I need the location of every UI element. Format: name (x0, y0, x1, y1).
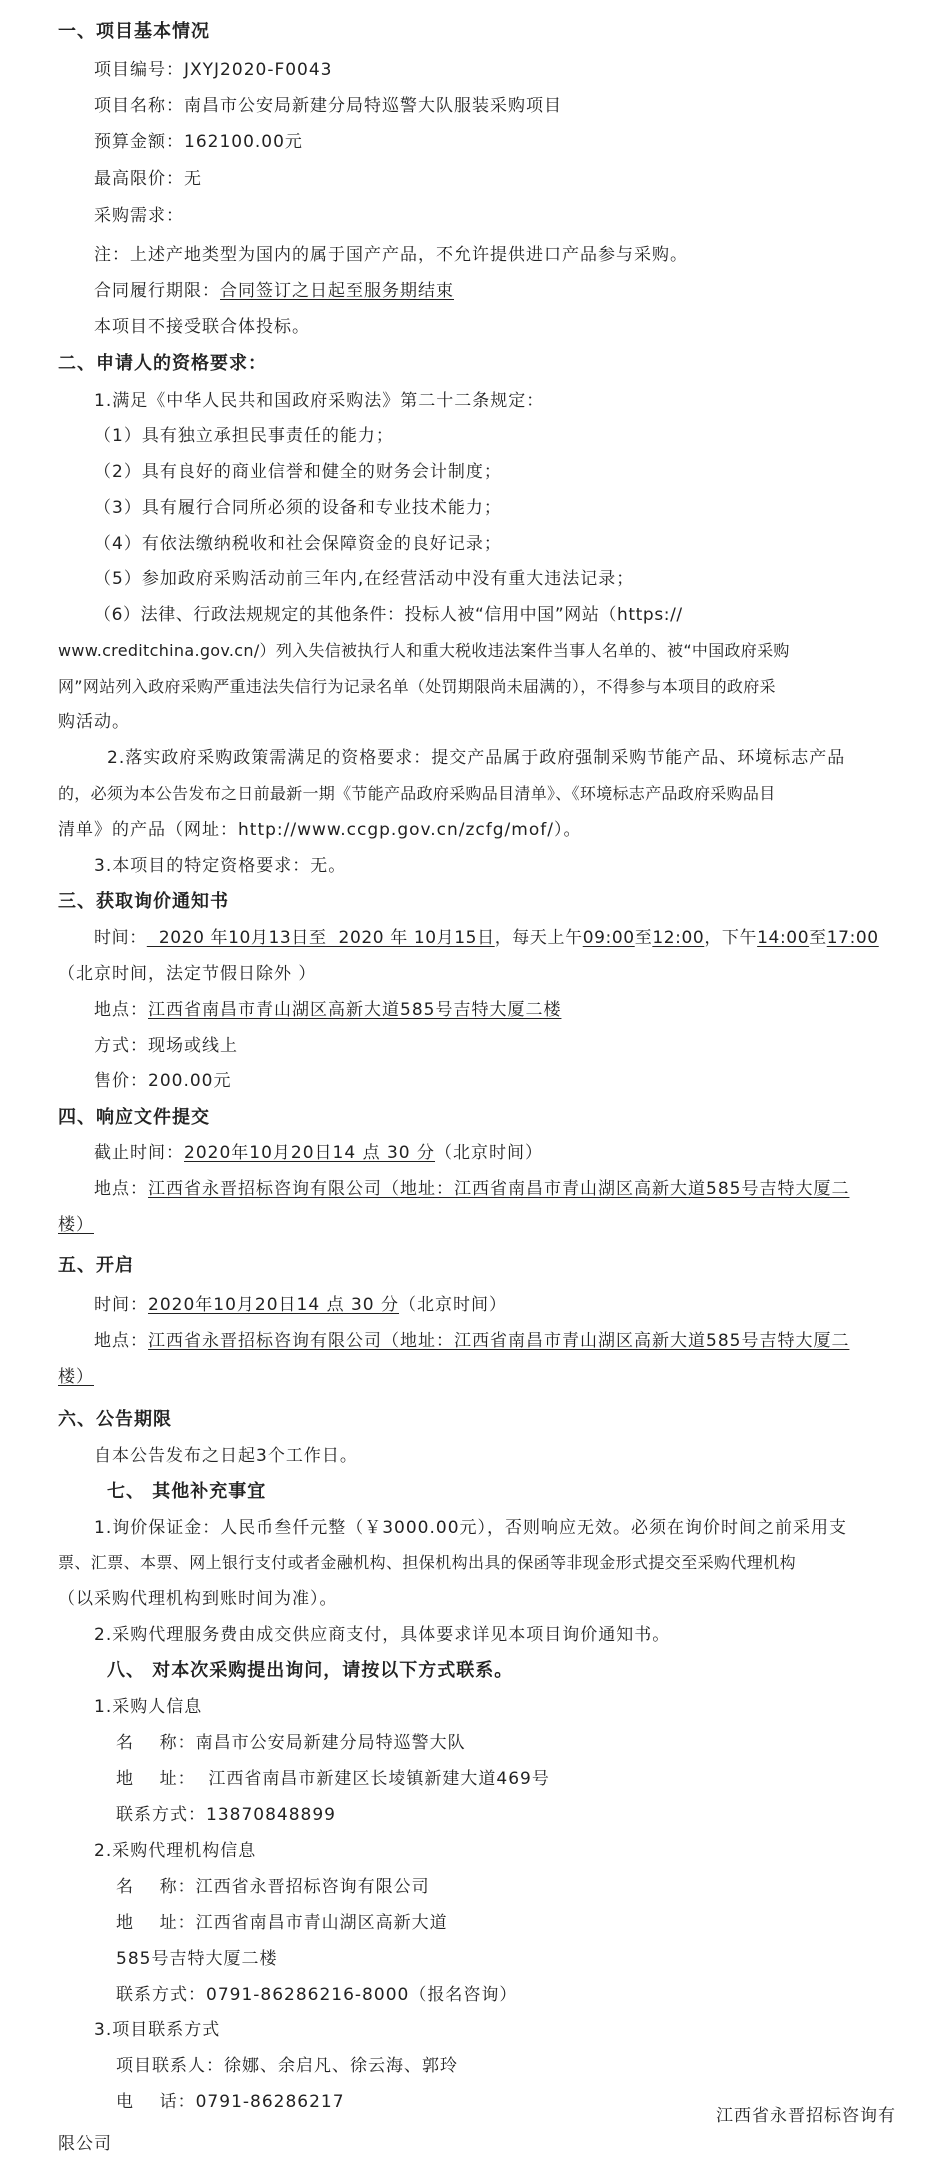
get-notice-place-label: 地点： (94, 1000, 148, 1020)
submission-place-line-1 (94, 1177, 952, 1201)
section-5-heading: 五、开启 (58, 1255, 134, 1276)
requirement-sub-6-line-4: 购活动。 (58, 712, 130, 732)
pm-start: 14:00 (757, 928, 810, 948)
project-name: 项目名称：南昌市公安局新建分局特巡警大队服装采购项目 (94, 96, 562, 116)
get-notice-method: 方式：现场或线上 (94, 1036, 238, 1056)
section-2-heading: 二、申请人的资格要求： (58, 353, 267, 374)
contract-period-value: 合同签订之日起至服务期结束 (220, 281, 454, 301)
max-price: 最高限价：无 (94, 169, 202, 189)
opening-time-suffix: （北京时间） (399, 1295, 508, 1315)
consortium-note: 本项目不接受联合体投标。 (94, 317, 310, 337)
section-1-heading: 一、项目基本情况 (58, 21, 210, 42)
deposit-line-3: （以采购代理机构到账时间为准）。 (58, 1589, 338, 1609)
opening-time-value: 2020年10月20日14 点 30 分 (148, 1295, 400, 1315)
budget-amount: 预算金额：162100.00元 (94, 132, 303, 152)
requirement-sub-6-line-2: www.creditchina.gov.cn/）列入失信被执行人和重大税收违法案件当事人名单的、被“中国政府采购 (58, 641, 790, 660)
requirement-item-2-line-2: 的，必须为本公告发布之日前最新一期《节能产品政府采购品目清单》、《环境标志产品政府采购品目 (58, 784, 776, 803)
section-4-heading: 四、响应文件提交 (58, 1107, 210, 1128)
purchaser-info-title: 1.采购人信息 (94, 1697, 203, 1717)
submission-deadline-value: 2020年10月20日14 点 30 分 (184, 1143, 436, 1163)
requirement-sub-1: （1）具有独立承担民事责任的能力； (94, 426, 394, 446)
requirement-sub-6-line-3: 网”网站列入政府采购严重违法失信行为记录名单（处罚期限尚未届满的），不得参与本项目的政府采 (58, 677, 776, 696)
get-notice-time-line-2: （北京时间，法定节假日除外 ） (58, 964, 317, 984)
agency-info-title: 2.采购代理机构信息 (94, 1841, 257, 1861)
section-6-heading: 六、公告期限 (58, 1409, 172, 1430)
project-contact-people: 项目联系人：徐娜、余启凡、徐云海、郭玲 (116, 2056, 458, 2076)
requirement-item-3: 3.本项目的特定资格要求：无。 (94, 856, 347, 876)
am-to: 至 (634, 928, 653, 948)
deposit-line-1: 1.询价保证金：人民币叁仟元整（￥3000.00元），否则响应无效。必须在询价时间之前采用支 (94, 1518, 848, 1538)
get-notice-price: 售价：200.00元 (94, 1071, 232, 1091)
submission-place-label: 地点： (94, 1179, 148, 1199)
opening-place-label: 地点： (94, 1331, 148, 1351)
purchaser-name: 名 称：南昌市公安局新建分局特巡警大队 (116, 1733, 466, 1753)
notice-period-text: 自本公告发布之日起3个工作日。 (94, 1446, 358, 1466)
agency-address: 地 址：江西省南昌市青山湖区高新大道 (116, 1913, 448, 1933)
get-notice-dates: 2020 年10月13日至 2020 年 10月15日 (146, 928, 495, 948)
requirement-sub-4: （4）有依法缴纳税收和社会保障资金的良好记录； (94, 534, 502, 554)
purchaser-address: 地 址： 江西省南昌市新建区长堎镇新建大道469号 (116, 1769, 550, 1789)
requirement-sub-6-line-1: （6）法律、行政法规规定的其他条件：投标人被“信用中国”网站（https:// (94, 605, 683, 625)
requirement-sub-3: （3）具有履行合同所必须的设备和专业技术能力； (94, 498, 502, 518)
project-contact-phone: 电 话：0791-86286217 (116, 2092, 345, 2112)
get-notice-place (94, 998, 952, 1022)
deposit-line-2: 票、汇票、本票、网上银行支付或者金融机构、担保机构出具的保函等非现金形式提交至采购代理机构 (58, 1553, 797, 1572)
domestic-note: 注：上述产地类型为国内的属于国产产品，不允许提供进口产品参与采购。 (94, 245, 688, 265)
purchaser-contact: 联系方式：13870848899 (116, 1805, 336, 1825)
project-contact-title: 3.项目联系方式 (94, 2020, 221, 2040)
requirement-item-1: 1.满足《中华人民共和国政府采购法》第二十二条规定： (94, 391, 545, 411)
submission-deadline-label: 截止时间： (94, 1143, 184, 1163)
requirement-sub-5: （5）参加政府采购活动前三年内,在经营活动中没有重大违法记录； (94, 569, 635, 589)
submission-place-value: 江西省永晋招标咨询有限公司（地址：江西省南昌市青山湖区高新大道585号吉特大厦二 (148, 1179, 850, 1199)
opening-time-label: 时间： (94, 1295, 148, 1315)
service-fee: 2.采购代理服务费由成交供应商支付，具体要求详见本项目询价通知书。 (94, 1625, 671, 1645)
submission-deadline-suffix: （北京时间） (435, 1143, 544, 1163)
requirement-item-2-line-1: 2.落实政府采购政策需满足的资格要求：提交产品属于政府强制采购节能产品、环境标志产品 (107, 748, 846, 768)
agency-contact: 联系方式：0791-86286216-8000（报名咨询） (116, 1985, 518, 2005)
opening-time (94, 1293, 952, 1317)
contract-period (94, 279, 952, 303)
purchase-need: 采购需求： (94, 206, 184, 226)
requirement-sub-2: （2）具有良好的商业信誉和健全的财务会计制度； (94, 462, 502, 482)
am-start: 09:00 (582, 928, 635, 948)
agency-name: 名 称：江西省永晋招标咨询有限公司 (116, 1877, 430, 1897)
get-notice-place-value: 江西省南昌市青山湖区高新大道585号吉特大厦二楼 (148, 1000, 562, 1020)
get-notice-time-label: 时间： (94, 928, 147, 948)
pm-to: 至 (809, 928, 827, 948)
contract-period-label: 合同履行期限： (94, 281, 220, 301)
section-3-heading: 三、获取询价通知书 (58, 891, 229, 912)
opening-place-line-2: 楼） (58, 1367, 94, 1387)
section-8-heading: 八、 对本次采购提出询问，请按以下方式联系。 (107, 1660, 514, 1681)
opening-place-value: 江西省永晋招标咨询有限公司（地址：江西省南昌市青山湖区高新大道585号吉特大厦二 (148, 1331, 850, 1351)
agency-address-line-2: 585号吉特大厦二楼 (116, 1949, 278, 1969)
daily-label: ，每天上午 (494, 928, 583, 948)
signature-company-line-1: 江西省永晋招标咨询有 (716, 2106, 896, 2126)
requirement-item-2-line-3: 清单》的产品（网址：http://www.ccgp.gov.cn/zcfg/mof/）。 (58, 820, 582, 840)
project-code: 项目编号：JXYJ2020-F0043 (94, 60, 333, 80)
submission-deadline (94, 1141, 952, 1165)
am-end: 12:00 (652, 928, 705, 948)
pm-label: ，下午 (704, 928, 758, 948)
pm-end: 17:00 (826, 928, 879, 948)
opening-place-line-1 (94, 1329, 952, 1353)
submission-place-line-2: 楼） (58, 1215, 94, 1235)
get-notice-time (94, 926, 952, 950)
signature-company-line-2: 限公司 (58, 2134, 112, 2154)
section-7-heading: 七、 其他补充事宜 (107, 1481, 267, 1502)
